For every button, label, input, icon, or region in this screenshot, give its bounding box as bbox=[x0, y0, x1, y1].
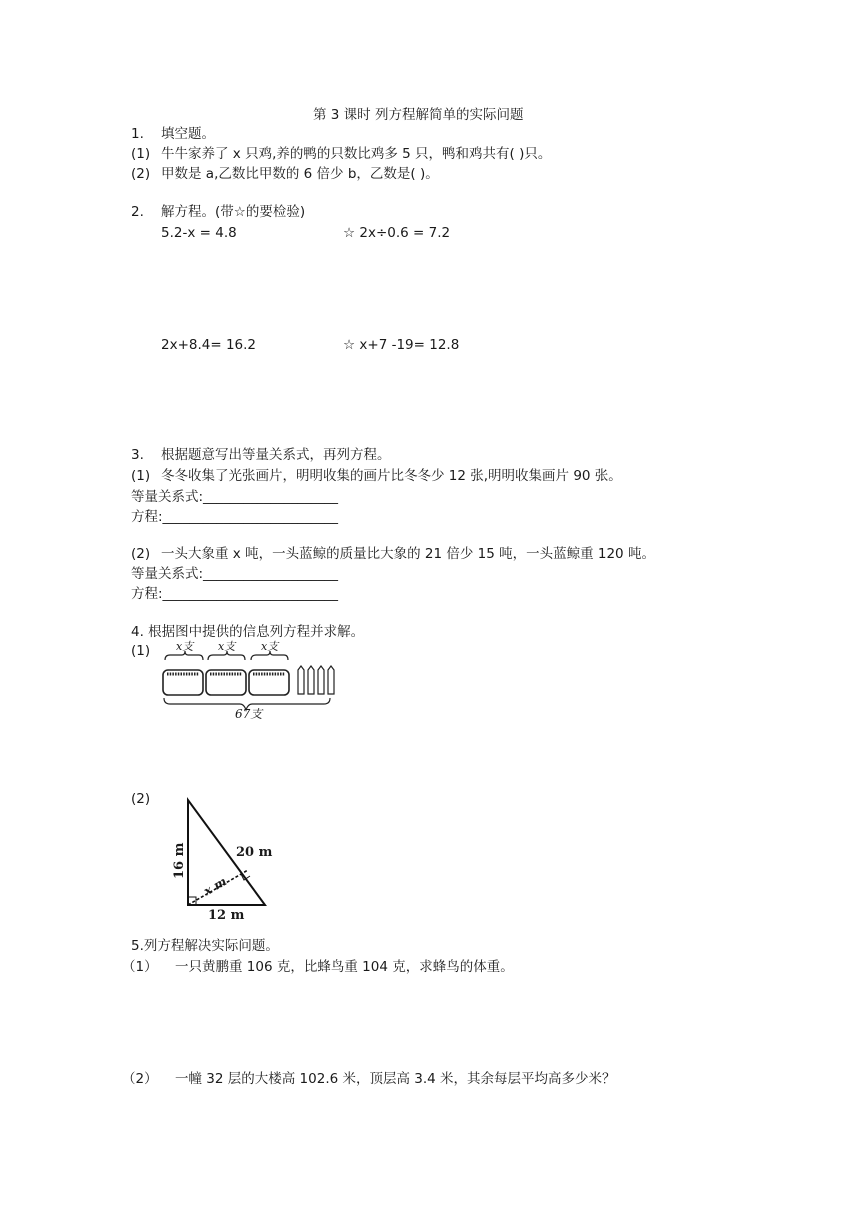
q5-item2-number: （2） bbox=[122, 1071, 158, 1087]
q3-heading: 根据题意写出等量关系式，再列方程。 bbox=[161, 447, 391, 463]
box-label-3: x支 bbox=[261, 640, 279, 653]
q3-item1-number: (1) bbox=[131, 468, 151, 484]
q1-item1-number: (1) bbox=[131, 146, 151, 162]
q3-item1-relation-line: 等量关系式:____________________ bbox=[131, 489, 339, 505]
q1-item2-text: 甲数是 a,乙数比甲数的 6 倍少 b，乙数是( )。 bbox=[161, 166, 439, 182]
loose-pencils bbox=[298, 666, 334, 694]
q4-fig1-number: (1) bbox=[131, 643, 151, 659]
equation-4: ☆ x+7 -19= 12.8 bbox=[343, 337, 460, 353]
height-label: x m bbox=[201, 874, 230, 899]
q2-number: 2. bbox=[131, 204, 144, 220]
q3-number: 3. bbox=[131, 447, 144, 463]
q5-item2-text: 一幢 32 层的大楼高 102.6 米，顶层高 3.4 米，其余每层平均高多少米？ bbox=[175, 1071, 616, 1087]
q2-heading: 解方程。(带☆的要检验) bbox=[161, 204, 306, 220]
box-label-2: x支 bbox=[218, 640, 236, 653]
pencil-box-2 bbox=[206, 670, 246, 695]
q5-item1-text: 一只黄鹏重 106 克，比蜂鸟重 104 克，求蜂鸟的体重。 bbox=[175, 959, 514, 975]
page-title: 第 3 课时 列方程解简单的实际问题 bbox=[313, 107, 524, 123]
equation-3: 2x+8.4= 16.2 bbox=[161, 337, 257, 353]
equation-1: 5.2-x = 4.8 bbox=[161, 225, 237, 241]
q1-number: 1. bbox=[131, 126, 144, 142]
q3-item1-equation-line: 方程:__________________________ bbox=[131, 509, 339, 525]
pencil-box-3 bbox=[249, 670, 289, 695]
q1-item2-number: (2) bbox=[131, 166, 151, 182]
q3-item1-text: 冬冬收集了光张画片，明明收集的画片比冬冬少 12 张,明明收集画片 90 张。 bbox=[161, 468, 622, 484]
q5-item1-number: （1） bbox=[122, 959, 158, 975]
q3-item2-relation-line: 等量关系式:____________________ bbox=[131, 566, 339, 582]
q1-item1-text: 牛牛家养了 x 只鸡,养的鸭的只数比鸡多 5 只，鸭和鸡共有( )只。 bbox=[161, 146, 552, 162]
q4-heading: 4. 根据图中提供的信息列方程并求解。 bbox=[131, 624, 365, 640]
q4-fig2-number: (2) bbox=[131, 791, 151, 807]
q5-heading: 5.列方程解决实际问题。 bbox=[131, 938, 279, 954]
side-bottom-label: 12 m bbox=[208, 908, 245, 923]
equation-2: ☆ 2x÷0.6 = 7.2 bbox=[343, 225, 451, 241]
box-label-1: x支 bbox=[176, 640, 194, 653]
q3-item2-number: (2) bbox=[131, 546, 151, 562]
right-triangle-figure bbox=[170, 798, 280, 923]
side-hyp-label: 20 m bbox=[236, 845, 273, 860]
q1-heading: 填空题。 bbox=[161, 126, 215, 142]
pencil-box-1 bbox=[163, 670, 203, 695]
q3-item2-equation-line: 方程:__________________________ bbox=[131, 586, 339, 602]
side-left-label: 16 m bbox=[172, 842, 187, 879]
q3-item2-text: 一头大象重 x 吨，一头蓝鲸的质量比大象的 21 倍少 15 吨，一头蓝鲸重 120 吨。 bbox=[161, 546, 655, 562]
total-label: 67支 bbox=[235, 707, 263, 721]
pencil-box-figure bbox=[158, 642, 348, 722]
